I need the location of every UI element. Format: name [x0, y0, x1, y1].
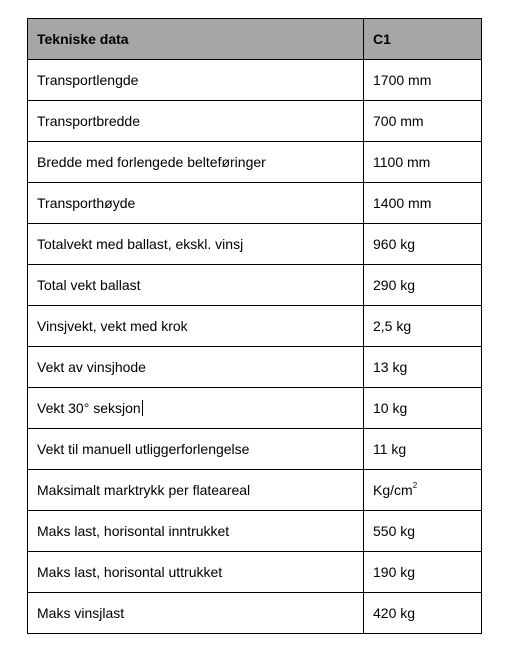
- row-value-cell: 1400 mm: [364, 183, 482, 224]
- row-label-cell: Maks last, horisontal inntrukket: [28, 511, 364, 552]
- table-row: [28, 60, 482, 101]
- table-row: [28, 429, 482, 470]
- row-value-cell: 1700 mm: [364, 60, 482, 101]
- row-label-cell: Transportlengde: [28, 60, 364, 101]
- row-label-text: Vekt 30° seksjon: [37, 400, 141, 416]
- row-value-cell: 190 kg: [364, 552, 482, 593]
- row-value-cell: 1100 mm: [364, 142, 482, 183]
- row-value-cell: 420 kg: [364, 593, 482, 634]
- row-value-cell: 550 kg: [364, 511, 482, 552]
- table-row: [28, 183, 482, 224]
- table-row: [28, 511, 482, 552]
- row-value-cell: [364, 470, 482, 511]
- row-label-cell: Vekt til manuell utliggerforlengelse: [28, 429, 364, 470]
- row-value-cell: 11 kg: [364, 429, 482, 470]
- table-row: [28, 224, 482, 265]
- table-row: [28, 593, 482, 634]
- row-value-cell: 700 mm: [364, 101, 482, 142]
- table-row: [28, 101, 482, 142]
- table-row: [28, 347, 482, 388]
- header-value-cell: C1: [364, 19, 482, 60]
- unit-superscript: 2: [412, 481, 418, 491]
- header-label-cell: Tekniske data: [28, 19, 364, 60]
- row-label-cell: Maks vinsjlast: [28, 593, 364, 634]
- unit-text: Kg/cm: [373, 482, 413, 498]
- row-label-cell: Transporthøyde: [28, 183, 364, 224]
- row-label-cell: Maks last, horisontal uttrukket: [28, 552, 364, 593]
- text-cursor: [142, 400, 143, 416]
- row-label-cell: Total vekt ballast: [28, 265, 364, 306]
- row-value-cell: 2,5 kg: [364, 306, 482, 347]
- table-row: [28, 552, 482, 593]
- table-header-row: [28, 19, 482, 60]
- row-label-cell: Bredde med forlengede belteføringer: [28, 142, 364, 183]
- row-label-cell: Vinsjvekt, vekt med krok: [28, 306, 364, 347]
- row-label-cell: Vekt av vinsjhode: [28, 347, 364, 388]
- table-row: [28, 388, 482, 429]
- table-row: [28, 470, 482, 511]
- table-row: [28, 265, 482, 306]
- row-label-cell: Transportbredde: [28, 101, 364, 142]
- row-label-cell: Totalvekt med ballast, ekskl. vinsj: [28, 224, 364, 265]
- row-value-cell: 290 kg: [364, 265, 482, 306]
- table-row: [28, 142, 482, 183]
- table-row: [28, 306, 482, 347]
- row-label-cell: Maksimalt marktrykk per flateareal: [28, 470, 364, 511]
- row-label-cell[interactable]: [28, 388, 364, 429]
- row-value-cell: 13 kg: [364, 347, 482, 388]
- row-value-cell: 10 kg: [364, 388, 482, 429]
- row-value-cell: 960 kg: [364, 224, 482, 265]
- technical-data-table: [27, 18, 482, 634]
